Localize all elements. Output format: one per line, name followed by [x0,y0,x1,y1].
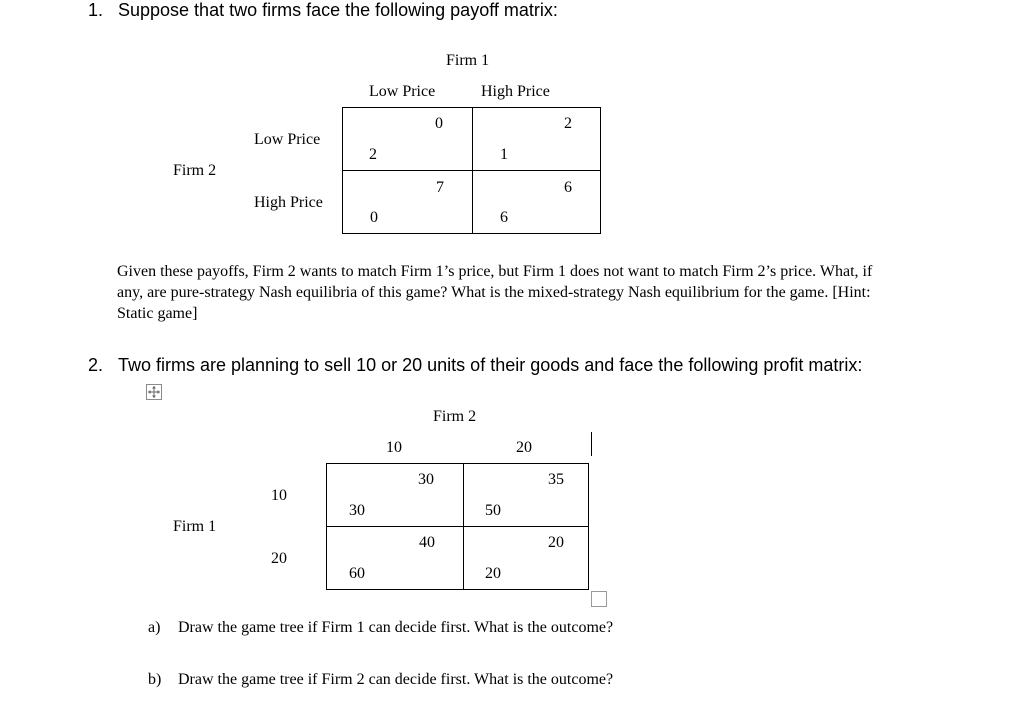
q1-prompt: Suppose that two firms face the following payoff matrix: [118,0,558,20]
q2-number: 2. [88,355,104,375]
move-handle-icon[interactable] [146,384,162,400]
q1-payoff-hl-top: 7 [436,179,444,196]
q2-payoff-c-top: 40 [419,534,435,551]
q1-number: 1. [88,0,104,20]
q1-payoff-hh-bottom: 6 [500,209,508,226]
q2-cell-10-20 [463,463,589,527]
q2-prompt: Two firms are planning to sell 10 or 20 units of their goods and face the following profit matrix: [118,355,863,375]
q2-cell-10-10 [326,463,464,527]
q2-part-b: Draw the game tree if Firm 2 can decide first. What is the outcome? [178,671,614,688]
q2-row-player: Firm 1 [173,518,217,535]
q2-payoff-d-bottom: 20 [485,565,501,582]
q2-col-10: 10 [386,439,402,456]
q1-payoff-ll-bottom: 2 [369,146,377,163]
q1-payoff-lh-top: 2 [564,115,572,132]
q1-payoff-ll-top: 0 [435,115,443,132]
q2-payoff-d-top: 20 [548,534,564,551]
q1-row-high: High Price [254,194,323,211]
q2-payoff-b-top: 35 [548,471,564,488]
q1-cell-low-low [342,107,473,171]
resize-handle-icon[interactable] [591,591,607,607]
q2-part-a-label: a) [148,619,161,636]
q1-cell-high-low [342,170,473,234]
q2-part-b-label: b) [148,671,162,688]
q2-col-player: Firm 2 [433,408,477,425]
q1-payoff-hl-bottom: 0 [370,209,378,226]
q2-cell-20-20 [463,526,589,590]
text-cursor [591,432,592,456]
q2-payoff-b-bottom: 50 [485,502,501,519]
q1-col-low: Low Price [369,83,436,100]
q2-row-20: 20 [271,550,287,567]
q1-cell-low-high [472,107,601,171]
q2-payoff-c-bottom: 60 [349,565,365,582]
q1-payoff-lh-bottom: 1 [500,146,508,163]
q1-question: Given these payoffs, Firm 2 wants to match Firm 1’s price, but Firm 1 does not want to match Firm 2’s price. What, if any, are pure-strategy Nash equilibria of this game? What is the mixed-strategy Nash equilibrium for the game. [Hint: Static game] [117,263,873,322]
q1-col-player: Firm 1 [446,52,490,69]
q2-payoff-a-top: 30 [418,471,434,488]
q2-payoff-a-bottom: 30 [349,502,365,519]
q1-col-high: High Price [481,83,550,100]
q1-row-low: Low Price [254,131,321,148]
q2-col-20: 20 [516,439,532,456]
q1-cell-high-high [472,170,601,234]
q1-payoff-hh-top: 6 [564,179,572,196]
q2-cell-20-10 [326,526,464,590]
q2-part-a: Draw the game tree if Firm 1 can decide first. What is the outcome? [178,619,614,636]
q2-row-10: 10 [271,487,287,504]
q1-row-player: Firm 2 [173,162,217,179]
